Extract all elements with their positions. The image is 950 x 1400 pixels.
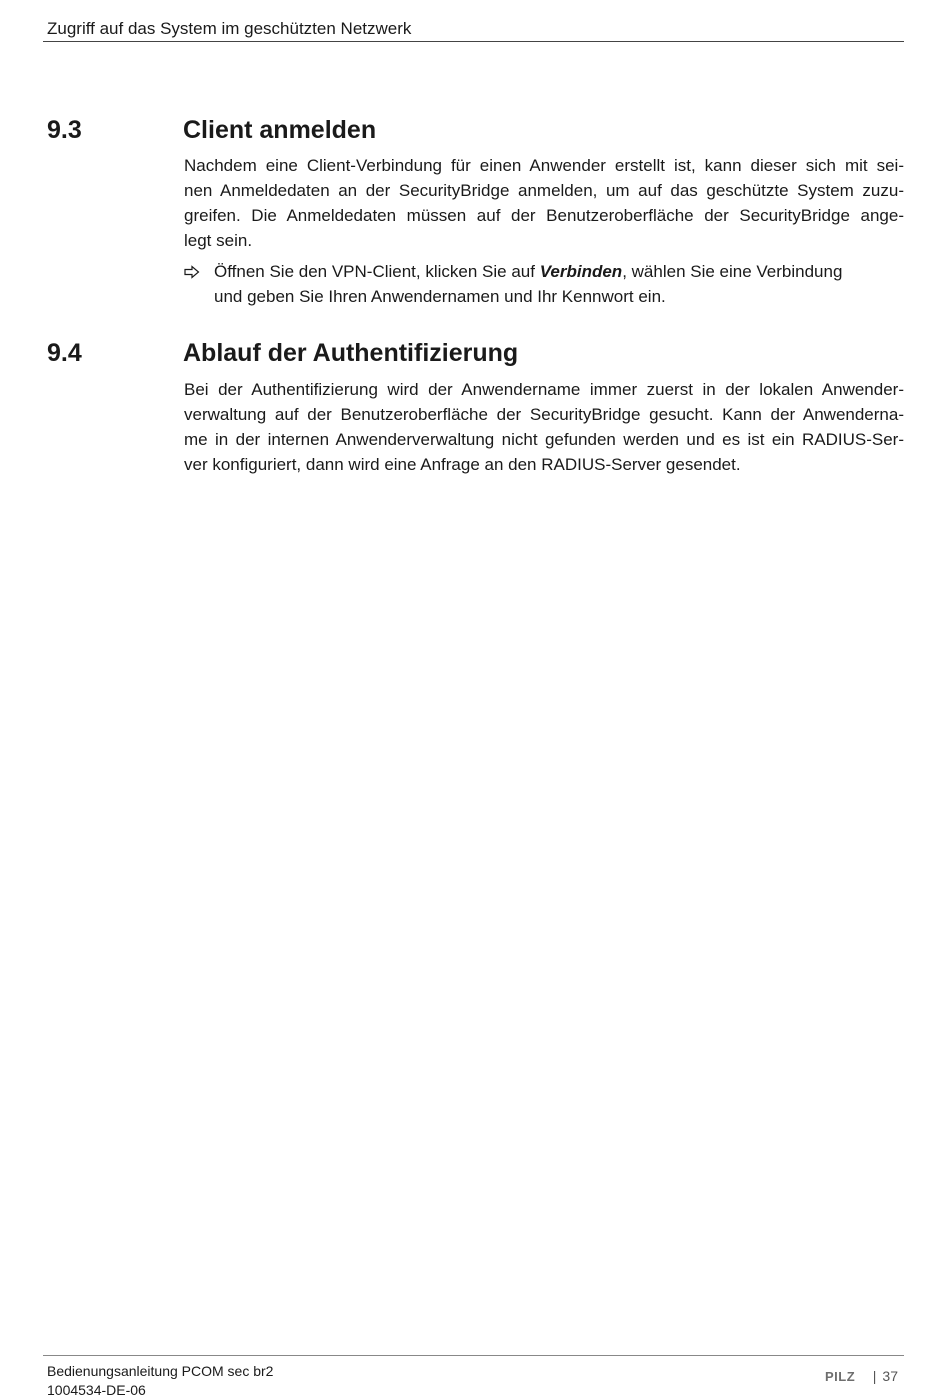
arrow-right-outline-icon: [184, 262, 200, 278]
section-9-4-paragraph: [184, 377, 904, 477]
section-title: Client anmelden: [183, 116, 377, 144]
step-text: [214, 259, 904, 309]
paragraph-line: ver konfiguriert, dann wird eine Anfrage an den RADIUS-Server gesendet.: [184, 455, 741, 474]
paragraph-line: legt sein.: [184, 231, 253, 250]
page-number: 37: [882, 1368, 898, 1384]
footer-doc-number: 1004534-DE-06: [47, 1382, 146, 1398]
footer-separator: |: [872, 1368, 877, 1384]
step-line-1: [214, 259, 904, 284]
paragraph-line: greifen. Die Anmeldedaten müssen auf der Benutzeroberfläche der SecurityBridge ange-: [184, 206, 904, 225]
paragraph-line: verwaltung auf der Benutzeroberfläche der SecurityBridge gesucht. Kann der Anwenderna-: [184, 405, 904, 424]
paragraph-line: nen Anmeldedaten an der SecurityBridge anmelden, um auf das geschützte System zuzu-: [184, 181, 904, 200]
step-text-before: Öffnen Sie den VPN-Client, klicken Sie auf: [214, 262, 540, 281]
section-number: 9.4: [47, 339, 82, 367]
section-number: 9.3: [47, 116, 82, 144]
step-text-after: , wählen Sie eine Verbindung: [622, 262, 843, 281]
pilz-logo-text: PILZ: [824, 1369, 855, 1383]
footer-divider: [43, 1355, 904, 1356]
pilz-logo: [825, 1369, 863, 1383]
section-9-3-paragraph: [184, 153, 904, 253]
header-divider: [43, 41, 904, 42]
paragraph-line: Nachdem eine Client-Verbindung für einen Anwender erstellt ist, kann dieser sich mit sei-: [184, 156, 904, 175]
running-header-title: Zugriff auf das System im geschützten Netzwerk: [47, 19, 412, 38]
paragraph-line: Bei der Authentifizierung wird der Anwendername immer zuerst in der lokalen Anwender-: [184, 380, 904, 399]
step-line-2: und geben Sie Ihren Anwendernamen und Ihr Kennwort ein.: [214, 287, 666, 306]
footer-page-info: [825, 1368, 898, 1384]
paragraph-line: me in der internen Anwenderverwaltung nicht gefunden werden und es ist ein RADIUS-Ser-: [184, 430, 904, 449]
footer-info: [47, 1362, 273, 1400]
step-emphasis-verbinden: Verbinden: [539, 262, 623, 281]
footer-manual-title: Bedienungsanleitung PCOM sec br2: [47, 1363, 274, 1379]
section-title: Ablauf der Authentifizierung: [183, 339, 519, 367]
